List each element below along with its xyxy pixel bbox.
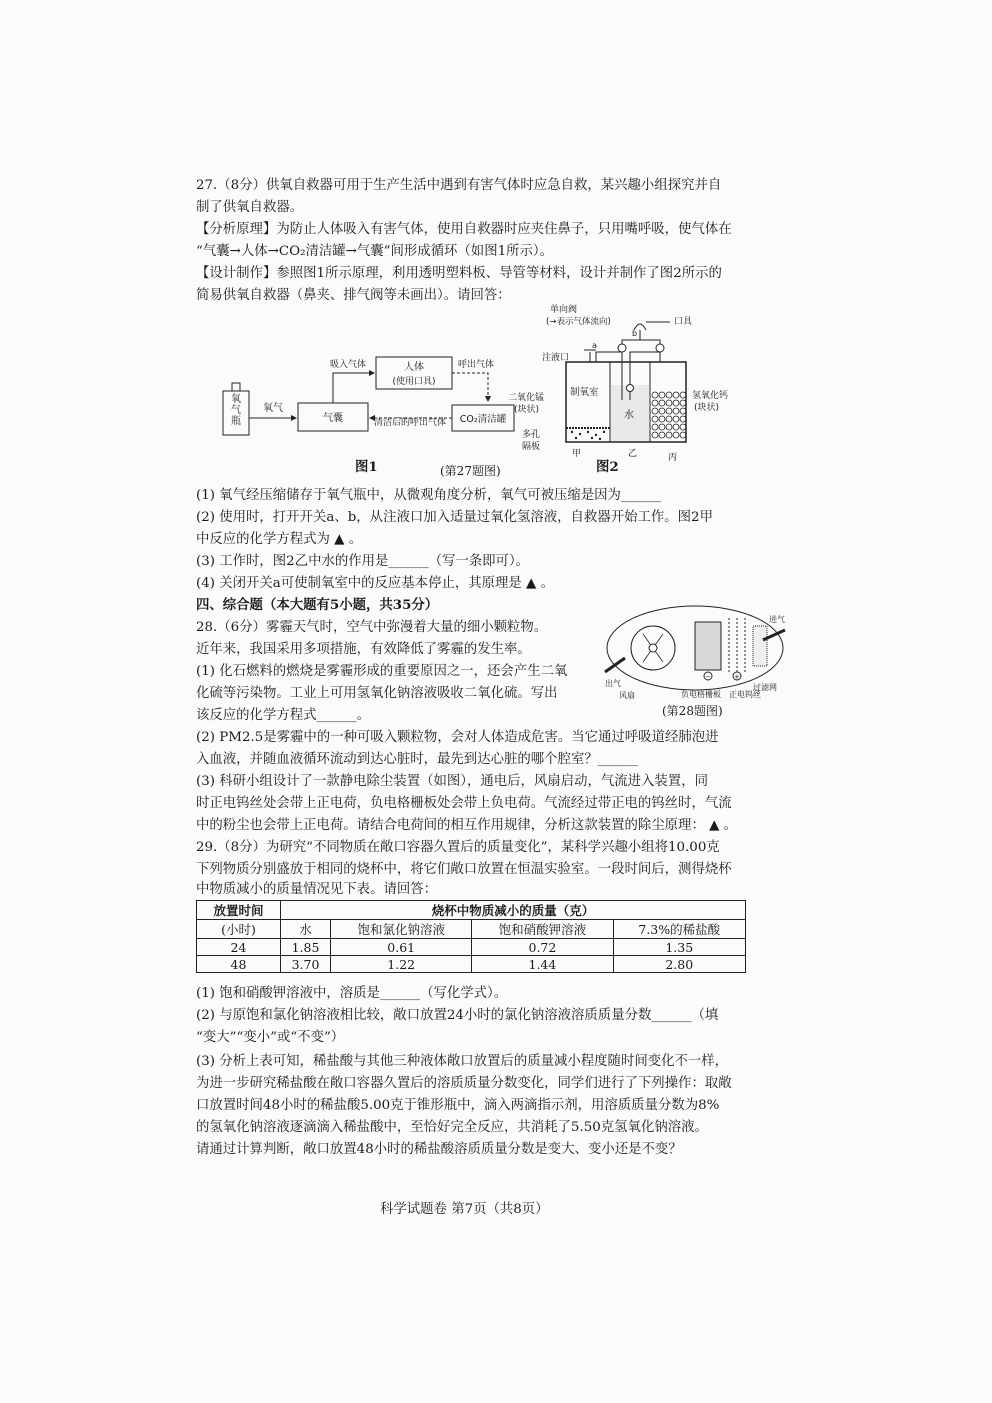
table-cell: 3.70 [280,956,330,973]
figure-27-caption: (第27题图) [440,464,501,478]
figure-2-caption: 图2 [596,459,619,475]
table-row [197,939,746,956]
wire-label: 正电钨丝 [729,690,761,699]
q27-line-6: 简易供氧自救器（鼻夹、排气阀等未画出）。请回答： [196,288,511,303]
q27-line-2: 制了供氧自救器。 [196,200,304,215]
valve-label: 单向阀 [550,305,578,315]
mno2-label: 二氧化锰 [508,393,545,403]
q28-line-1: 28.（6分）雾霾天气时，空气中弥漫着大量的细小颗粒物。 [196,620,548,635]
q27-question-4: (4) 关闭开关a可使制氧室中的反应基本停止，其原理是 ▲ 。 [196,576,555,591]
q27-line-3: 【分析原理】为防止人体吸入有害气体，使用自救器时应夹住鼻子，只用嘴呼吸，使气体在 [196,222,732,237]
table-row [197,956,746,973]
table-col-water: 水 [280,920,330,939]
table-cell: 0.61 [331,939,472,956]
mouthpiece-label: 口具 [674,317,693,327]
table-col-hcl: 7.3%的稀盐酸 [613,920,745,939]
filter-label: 过滤网 [753,683,777,692]
q28-line-10: 中的粉尘也会带上正电荷。请结合电荷间的相互作用规律，分析这款装置的除尘原理： ▲ 。 [196,818,738,833]
body-sub-label: (使用口具) [392,377,436,387]
fan-label: 风扇 [619,691,635,700]
svg-text:−: − [705,673,711,681]
page-footer: 科学试题卷 第7页（共8页） [380,1202,549,1217]
q29-line-1: 29.（8分）为研究“不同物质在敞口容器久置后的质量变化”，某科学兴趣小组将10.00克 [196,840,720,855]
caoh2-label: 氢氧化钙 [692,391,729,401]
table-col-kno3: 饱和硝酸钾溶液 [472,920,613,939]
mno2-sub-label: (块状) [514,405,540,415]
body-label: 人体 [404,362,424,373]
bing-label: 丙 [668,453,678,463]
q29-question-3a: (3) 分析上表可知，稀盐酸与其他三种液体敞口放置后的质量减小程度随时间变化不一样， [196,1054,729,1069]
table-cell: 0.72 [472,939,613,956]
chamber-label: 制氧室 [570,387,599,398]
figure-1-caption: 图1 [355,459,378,475]
air-in-label: 进气 [769,615,785,624]
grid-label: 负电格栅板 [681,690,721,699]
section-4-heading: 四、综合题（本大题有5小题，共35分） [196,597,439,613]
negative-grid-shape [695,622,721,670]
svg-text:+: + [734,673,740,681]
q29-question-3d: 的氢氧化钠溶液逐滴滴入稀盐酸中，至恰好完全反应，共消耗了5.50克氢氧化钠溶液。 [196,1120,708,1135]
q27-question-2a: (2) 使用时，打开开关a、b，从注液口加入适量过氧化氢溶液，自救器开始工作。图2甲 [196,510,713,525]
figure-28-diagram [603,600,788,715]
yi-label: 乙 [628,449,638,459]
cleaned-gas-label: 清洁后的呼出气体 [373,418,447,428]
table-cell: 2.80 [613,956,745,973]
q27-line-4: “气囊→人体→CO₂清洁罐→气囊”间形成循环（如图1所示）。 [196,244,553,259]
inlet-label: 注液口 [542,353,570,363]
oxygen-bottle-label: 氧气瓶 [231,394,241,427]
inhale-label: 吸入气体 [329,360,367,370]
q29-question-2a: (2) 与原饱和氯化钠溶液相比较，敞口放置24小时的氯化钠溶液溶质质量分数______（填 [196,1008,719,1023]
jia-label: 甲 [572,449,582,459]
table-cell: 1.44 [472,956,613,973]
co2-cleaner-label: CO₂清洁罐 [459,414,507,425]
airbag-label: 气囊 [323,413,343,424]
figure-28-caption: (第28题图) [662,704,723,718]
air-out-label: 出气 [605,679,621,688]
table-time-unit: (小时) [197,920,281,939]
table-time-header: 放置时间 [197,901,281,920]
q29-question-3b: 为进一步研究稀盐酸在敞口容器久置后的溶质质量分数变化，同学们进行了下列操作：取敞 [196,1076,732,1091]
exhale-label: 呼出气体 [457,360,495,370]
q29-line-3: 中物质减小的质量情况见下表。请回答： [196,882,438,897]
q28-line-6: (2) PM2.5是雾霾中的一种可吸入颗粒物，会对人体造成危害。当它通过呼吸道经肺泡进 [196,730,719,745]
table-cell: 24 [197,939,281,956]
q28-line-3: (1) 化石燃料的燃烧是雾霾形成的重要原因之一，还会产生二氧 [196,664,568,679]
q27-line-1: 27.（8分）供氧自救器可用于生产生活中遇到有害气体时应急自救，某兴趣小组探究并自 [196,178,722,193]
caoh2-sub-label: (块状) [694,403,720,413]
switch-b-label: b [632,329,638,338]
q28-line-4: 化硫等污染物。工业上可用氢氧化钠溶液吸收二氧化硫。写出 [196,686,558,701]
oxygen-label: 氧气 [263,403,283,414]
q27-question-1: (1) 氧气经压缩储存于氧气瓶中，从微观角度分析，氧气可被压缩是因为______ [196,488,662,503]
q29-question-3e: 请通过计算判断，敞口放置48小时的稀盐酸溶质质量分数是变大、变小还是不变？ [196,1142,682,1157]
q28-line-8: (3) 科研小组设计了一款静电除尘装置（如图），通电后，风扇启动，气流进入装置，同 [196,774,708,789]
q27-question-2b: 中反应的化学方程式为 ▲ 。 [196,532,363,547]
table-cell: 1.22 [331,956,472,973]
q29-question-2b: “变大”“变小”或“不变”） [196,1030,345,1045]
q28-line-9: 时正电钨丝处会带上正电荷，负电格栅板处会带上负电荷。气流经过带正电的钨丝时，气流 [196,796,732,811]
table-group-header: 烧杯中物质减小的质量（克） [280,901,745,920]
table-cell: 48 [197,956,281,973]
q29-question-3c: 口放置时间48小时的稀盐酸5.00克于锥形瓶中，滴入两滴指示剂，用溶质质量分数为8% [196,1098,720,1113]
porous-label-1: 多孔 [522,430,541,440]
q28-line-2: 近年来，我国采用多项措施，有效降低了雾霾的发生率。 [196,642,531,657]
q28-line-5: 该反应的化学方程式______。 [196,708,371,723]
mass-loss-table [196,900,746,973]
porous-label-2: 隔板 [522,442,541,452]
q29-question-1: (1) 饱和硝酸钾溶液中，溶质是______（写化学式）。 [196,986,508,1001]
q28-line-7: 入血液，并随血液循环流动到达心脏时，最先到达心脏的哪个腔室？______ [196,752,638,767]
valve-note: (→表示气体流向) [546,317,611,327]
q27-question-3: (3) 工作时，图2乙中水的作用是______（写一条即可）。 [196,554,530,569]
q27-line-5: 【设计制作】参照图1所示原理，利用透明塑料板、导管等材料，设计并制作了图2所示的 [196,266,722,281]
table-cell: 1.85 [280,939,330,956]
figure-2-diagram [500,300,730,465]
q29-line-2: 下列物质分别盛放于相同的烧杯中，将它们敞口放置在恒温实验室。一段时间后，测得烧杯 [196,862,732,877]
table-cell: 1.35 [613,939,745,956]
switch-a-label: a [592,341,597,350]
water-label: 水 [624,410,634,421]
table-col-nacl: 饱和氯化钠溶液 [331,920,472,939]
